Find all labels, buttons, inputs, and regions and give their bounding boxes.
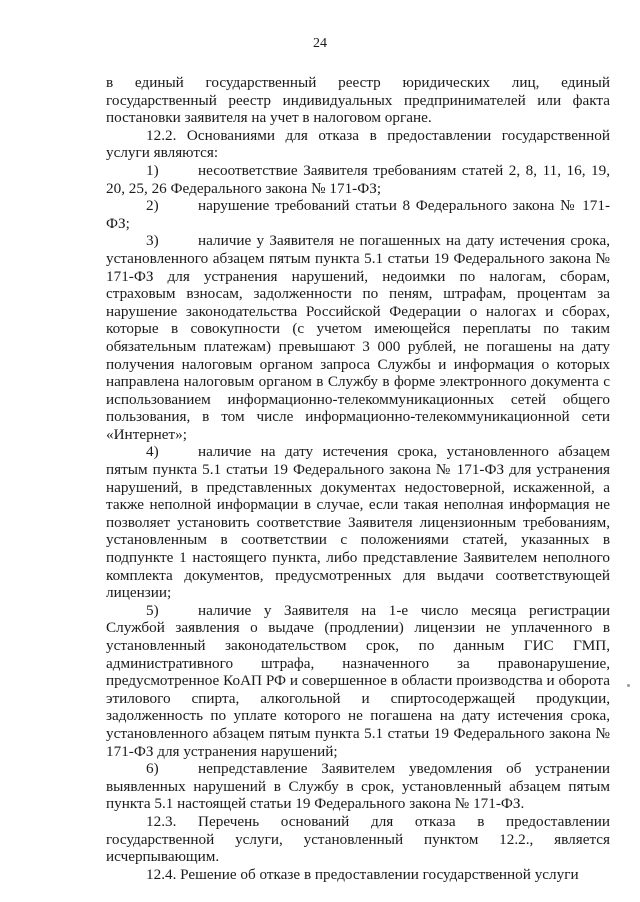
list-item-number: 3) (146, 232, 159, 250)
paragraph-12-2: 12.2. Основаниями для отказа в предоставлении государственной услуги являются: (106, 126, 610, 162)
list-item-number: 1) (146, 161, 159, 179)
paragraph-12-3: 12.3. Перечень оснований для отказа в предоставлении государственной услуги, установленный пунктом 12.2., является исчерпывающим. (106, 812, 610, 866)
list-item-number: 6) (146, 760, 159, 778)
page-number: 24 (313, 36, 327, 51)
list-item-3 (106, 232, 610, 443)
document-body (106, 74, 610, 883)
paragraph-continuation: в единый государственный реестр юридических лиц, единый государственный реестр индивидуальных предпринимателей или факта постановки заявителя на учет в налоговом органе. (106, 74, 610, 127)
list-item-text: несоответствие Заявителя требованиям статей 2, 8, 11, 16, 19, 20, 25, 26 Федерального закона № 171-ФЗ; (106, 161, 610, 197)
list-item-6 (106, 760, 610, 813)
scan-speck (627, 684, 630, 687)
list-item-number: 2) (146, 197, 159, 215)
list-item-text: наличие на дату истечения срока, установленного абзацем пятым пункта 5.1 статьи 19 Федерального закона № 171-ФЗ для устранения нарушений, в представленных документах недостоверной, искаженной, а также неполной информации в случае, если такая неполная информация не позволяет установить соответствие Заявителя лицензионным требованиям, установленным в соответствии с положениями статей, указанных в подпункте 1 настоящего пункта, либо представление Заявителем неполного комплекта документов, предусмотренных для выдачи соответствующей лицензии; (106, 443, 610, 602)
list-item-text: нарушение требований статьи 8 Федерального закона № 171-ФЗ; (106, 197, 610, 232)
list-item-1 (106, 162, 610, 197)
list-item-text: наличие у Заявителя на 1-е число месяца регистрации Службой заявления о выдаче (продлении) лицензии не уплаченного в установленный законодательством срок, по данным ГИС ГМП, административного штрафа, назначенного за правонарушение, предусмотренное КоАП РФ и совершенное в области производства и оборота этилового спирта, алкогольной и спиртосодержащей продукции, задолженность по уплате которого не погашена на дату истечения срока, установленного абзацем пятым пункта 5.1 статьи 19 Федерального закона № 171-ФЗ для устранения нарушений; (106, 601, 610, 760)
list-item-number: 4) (146, 443, 159, 461)
paragraph-12-4: 12.4. Решение об отказе в предоставлении государственной услуги (146, 865, 579, 883)
list-item-2 (106, 197, 610, 232)
list-item-4 (106, 443, 610, 601)
list-item-number: 5) (146, 601, 159, 619)
list-item-5 (106, 602, 610, 760)
list-item-text: непредставление Заявителем уведомления об устранении выявленных нарушений в Службу в срок, установленный абзацем пятым пункта 5.1 настоящей статьи 19 Федерального закона № 171-ФЗ. (106, 760, 610, 813)
list-item-text: наличие у Заявителя не погашенных на дату истечения срока, установленного абзацем пятым пункта 5.1 статьи 19 Федерального закона № 171-ФЗ для устранения нарушений, недоимки по налогам, сборам, страховым взносам, задолженности по пеням, штрафам, процентам за нарушение законодательства Российской Федерации о налогах и сборах, которые в совокупности (с учетом имеющейся переплаты по таким обязательным платежам) превышают 3 000 рублей, не погашены на дату получения налоговым органом запроса Службы и информация о которых направлена налоговым органом в Службу в форме электронного документа с использованием информационно-телекоммуникационных сетей общего пользования, в том числе информационно-телекоммуникационной сети «Интернет»; (106, 232, 610, 443)
